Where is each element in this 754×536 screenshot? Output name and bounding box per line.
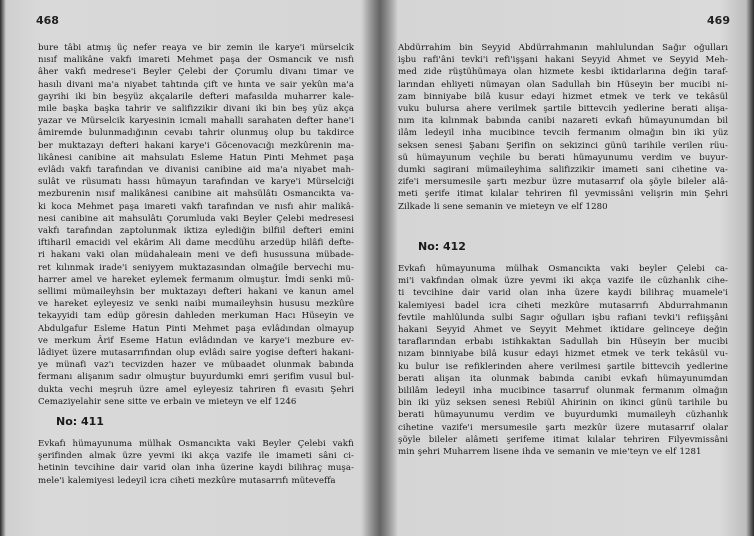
text-line: şerifinden almak üzre yevmi iki akça vazife ile imameti sâni ci-	[38, 451, 354, 462]
left-paragraph-1	[38, 42, 354, 408]
text-line: zife'i mersumesile şartı mezbur üzre mutasarrıf ola şöyle bileler alâ-	[398, 177, 728, 188]
text-line: Cemaziyelahir sene sitte ve erbain ve mieteyn ve elf 1246	[38, 396, 297, 407]
text-line: sü hümayunum veçhile bu berati hümayunumu verdim ve buyur-	[398, 152, 728, 163]
text-line: evlâdı vakfı tarafından ve divanisi canibine aid ma'a niyabet mah-	[38, 165, 354, 176]
left-paragraph-2	[38, 438, 354, 487]
text-line: fevtile mahlûlunda sulbi Sagır oğulları işbu rafiani tevki'i refiişşâni	[398, 312, 728, 323]
text-line: ti tevcihine dair varid olan inha üzere kaydi bilihraç muamele'i	[398, 288, 728, 299]
text-line: meti şerife itimat kılalar tehriren fil yevmissâni velişrin min Şehri	[398, 189, 728, 200]
text-line: zam binniyabe bilâ kusur edayi hizmet etmek ve terk ve tekâsül	[398, 91, 728, 102]
text-line: mezburenin nısıf malikânesi canibine ait mahsülâtı Osmancıkta va-	[38, 189, 354, 200]
entry-number-411: No: 411	[56, 415, 104, 428]
text-line: hetinin tevcihine dair varid olan inha üzerine kaydi bilihraç muşa-	[38, 463, 354, 474]
text-line: ve hareket eyleyesiz ve senki naibi mumaileyhsin hususu mezkûre	[38, 299, 354, 310]
text-line: âmiremde bulunmadığının cevabı tahrir olunmuş olup bu takdirce	[38, 128, 354, 139]
text-line: hakani Seyyid Ahmet ve Seyyit Mehmet iktidare gelinceye değin	[398, 325, 728, 336]
text-line: ret kılınmak irade'i seniyyem muktazasından olmağile bervechi mu-	[38, 262, 354, 273]
text-line: med zide rüştühümaya olan hizmete kesbi iktidarlarına değin taraf-	[398, 67, 728, 78]
text-line: lâdiyet üzere mutasarrıfından olup evlâdı saire yogise defteri hakani-	[38, 348, 354, 359]
text-line: Zilkade li sene semanin ve mieteyn ve elf 1280	[398, 201, 608, 212]
text-line: berati hümayunumu verdim ve buyurdumki mumaileyh cüzhanlık	[398, 410, 728, 421]
text-line: mile başka başka tahrir ve salifizzikir divani iki bin beş yüz akça	[38, 104, 354, 115]
text-line: sulât ve rüsumatı hassı hümayun tarafından ve karye'i Mürselciği	[38, 177, 354, 188]
text-line: ye münafi vaz'ı tecvizden hazer ve mübaadet olunmak babında	[38, 360, 354, 371]
text-line: ki koca Mehmet paşa imareti vakfı tarafından ve nısfı ahir malikâ-	[38, 201, 354, 212]
text-line: sellimi mümaileyhsin ber muktazayı defteri hakani ve kanun amel	[38, 287, 354, 298]
page-number-left: 468	[36, 14, 59, 27]
text-line: Evkafı hümayunuma mülhak Osmancıkta vaki Beyler Çelebi vakfı	[38, 439, 354, 449]
text-line: mi'i vakfından olmak üzre yevmi iki akça vazife ile cüzhanlık cihe-	[398, 276, 728, 287]
text-line: işbu rafi'âni tevki'i refi'işşani hakani Seyyid Ahmet ve Seyyid Meh-	[398, 55, 728, 66]
text-line: Abdulgafur Esleme Hatun Pinti Mehmet paşa evlâdından olmayup	[38, 323, 354, 334]
text-line: ve merkum Ârif Eseme Hatun evlâdından ve karye'i mezbure ev-	[38, 335, 354, 346]
text-line: hasılı divani ma'a niyabet tahtında çift ve hınta ve sair yekûn ma'a	[38, 79, 354, 90]
text-line: nızam binniyabe bilâ kusur edayi hizmet etmek ve terk tekâsül vu-	[398, 349, 728, 360]
text-line: berati alişan ita olunmak babında canibi evkafı hümayunumdan	[398, 373, 728, 384]
text-line: şöyle bileler alâmeti şerifeme itimat kılalar tehriren Filyevmissâni	[398, 434, 728, 445]
text-line: dumki sagirani mümaileyhima salifizzikir imameti sani cihetine va-	[398, 165, 728, 176]
text-line: seksen senesi Şabanı Şerifin on sekizinci günü tarihile verilen rüu-	[398, 140, 728, 151]
text-line: gayrihi iki bin beşyüz akçalarile defteri mafasılda muharrer kale-	[38, 91, 354, 102]
text-line: âher vakfı medrese'i Beyler Çelebi der Çorumlu divanı timar ve	[38, 67, 354, 78]
text-line: ber muktazayı defteri hakani karye'i Göcenovacığı mezkûrenin ma-	[38, 140, 354, 151]
text-line: Evkafı hümayunuma mülhak Osmancıkta vaki beyler Çelebi ca-	[398, 264, 728, 274]
text-line: dukta vechi meşruh üzre amel eyleyesiz tahriren fi evasıtı Şehri	[38, 384, 354, 395]
text-line: ri hakanı vaki olan müdahaleain meni ve defi husussuna mübade-	[38, 250, 354, 261]
right-page	[378, 0, 754, 536]
text-line: mele'i kalemiyesi ledeyil icra ciheti mezkûre mutasarrıfı müteveffa	[38, 475, 336, 486]
text-line: vakfı tarafından zaptolunmak iktiza eylediğin bilfiil defteri emini	[38, 226, 354, 237]
text-line: min şehri Muharrem lisene ihda ve semanin ve mie'teyn ve elf 1281	[398, 447, 702, 458]
text-line: ku bulur ise refiklerinden ahere verilmesi şartile bittevcih yedlerine	[398, 361, 728, 372]
text-line: nesi canibine ait mahsulâtı Çorumluda vaki Beyler Çelebi medresesi	[38, 213, 354, 224]
text-line: nım ita kılınmak babında canibi nazareti evkafı hümayunumdan bil	[398, 116, 728, 127]
text-line: ilâm ledeyil inha mucibince tevcih fermanım olmağın bin iki yüz	[398, 128, 728, 139]
text-line: cihetine vazife'i mersumesile şartı mezkûr üzere mutasarrıf olalar	[398, 422, 728, 433]
text-line: vuku bulursa ahere verilmek şartile bittevcih yedlerine berati alişa-	[398, 104, 728, 115]
right-paragraph-1	[398, 42, 728, 213]
text-line: iftiharil emacidi vel ekârim Ali dame mecdühu arzedüp hilâfi defte-	[38, 238, 354, 249]
text-line: fermanı alişanım sadır olmuştur buyurdumki emri şerifim vusul bul-	[38, 372, 354, 383]
text-line: kalemiyesi badel icra ciheti mezkûre mutasarrıfı Abdurrahmanın	[398, 300, 728, 311]
text-line: taraflarından erbabı istihkaktan Sadullah bin Hüseyin ber mucibi	[398, 337, 728, 348]
entry-number-412: No: 412	[418, 240, 466, 253]
text-line: bililâm ledeyil inha mucibince tasarruf olunmak fermanım olmağın	[398, 386, 728, 397]
text-line: harrer amel ve hareket eylemek fermanım olmuştur. İmdi senki mü-	[38, 274, 354, 285]
text-line: larından ehliyeti nümayan olan Sadullah bin Hüseyin ber mucibi ni-	[398, 79, 728, 90]
text-line: tekayyidi tam edüp göresin dahleden merkuman Hacı Hüseyin ve	[38, 311, 354, 322]
text-line: yazar ve Mürselcik karyesinin icmali mahalli sarahaten defter hane'i	[38, 116, 354, 127]
text-line: bure tâbi atmış üç nefer reaya ve bir zemin ile karye'i mürselcik	[38, 43, 354, 53]
text-line: likânesi canibine ait mahsulatı Esleme Hatun Pinti Mehmet paşa	[38, 152, 354, 163]
page-number-right: 469	[707, 14, 730, 27]
text-line: nısıf malikâne vakfı imareti Mehmet paşa der Osmancık ve nısfı	[38, 55, 354, 66]
text-line: Abdürrahim bin Seyyid Abdürrahmanın mahlulundan Sağır oğulları	[398, 43, 728, 53]
right-paragraph-2	[398, 263, 728, 458]
text-line: bin iki yüz seksen senesi Rebiül Ahirinin on ikinci günü tarihile bu	[398, 398, 728, 409]
